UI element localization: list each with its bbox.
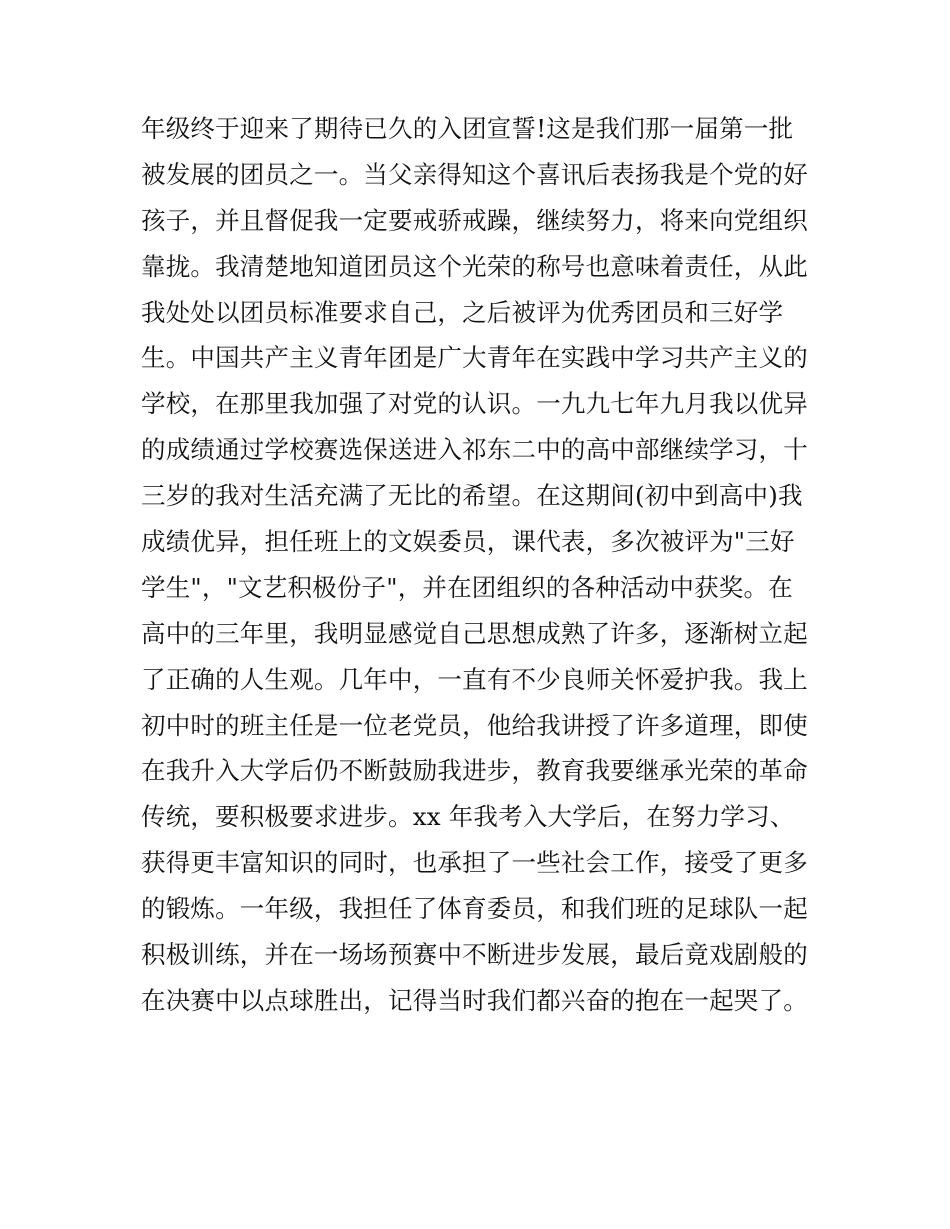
- text-line: 高中的三年里，我明显感觉自己思想成熟了许多，逐渐树立起: [141, 618, 808, 648]
- text-line: 的锻炼。一年级，我担任了体育委员，和我们班的足球队一起: [141, 894, 808, 924]
- text-line: 初中时的班主任是一位老党员，他给我讲授了许多道理，即使: [141, 710, 808, 740]
- text-line: 的成绩通过学校赛选保送进入祁东二中的高中部继续学习，十: [141, 435, 808, 465]
- text-line: 成绩优异，担任班上的文娱委员，课代表，多次被评为"三好: [141, 527, 795, 557]
- text-line: 学校，在那里我加强了对党的认识。一九九七年九月我以优异: [141, 389, 808, 419]
- text-line: 年级终于迎来了期待已久的入团宣誓!这是我们那一届第一批: [141, 114, 794, 143]
- text-line: 传统，要积极要求进步。xx 年我考入大学后，在努力学习、: [141, 802, 795, 832]
- text-line: 生。中国共产主义青年团是广大青年在实践中学习共产主义的: [141, 343, 808, 373]
- text-line: 在我升入大学后仍不断鼓励我进步，教育我要继承光荣的革命: [141, 756, 808, 786]
- text-line: 靠拢。我清楚地知道团员这个光荣的称号也意味着责任，从此: [141, 251, 808, 281]
- text-line: 三岁的我对生活充满了无比的希望。在这期间(初中到高中)我: [141, 481, 803, 511]
- text-line: 孩子，并且督促我一定要戒骄戒躁，继续努力，将来向党组织: [141, 205, 808, 235]
- text-line: 被发展的团员之一。当父亲得知这个喜讯后表扬我是个党的好: [141, 159, 808, 189]
- text-line: 我处处以团员标准要求自己，之后被评为优秀团员和三好学: [141, 297, 784, 327]
- text-line: 了正确的人生观。几年中，一直有不少良师关怀爱护我。我上: [141, 664, 808, 694]
- body-text: [141, 106, 821, 1024]
- text-line: 获得更丰富知识的同时，也承担了一些社会工作，接受了更多: [141, 848, 808, 878]
- text-line: 在决赛中以点球胜出，记得当时我们都兴奋的抱在一起哭了。: [141, 985, 808, 1015]
- text-line: 学生"，"文艺积极份子"，并在团组织的各种活动中获奖。在: [141, 572, 793, 602]
- text-line: 积极训练，并在一场场预赛中不断进步发展，最后竟戏剧般的: [141, 940, 808, 970]
